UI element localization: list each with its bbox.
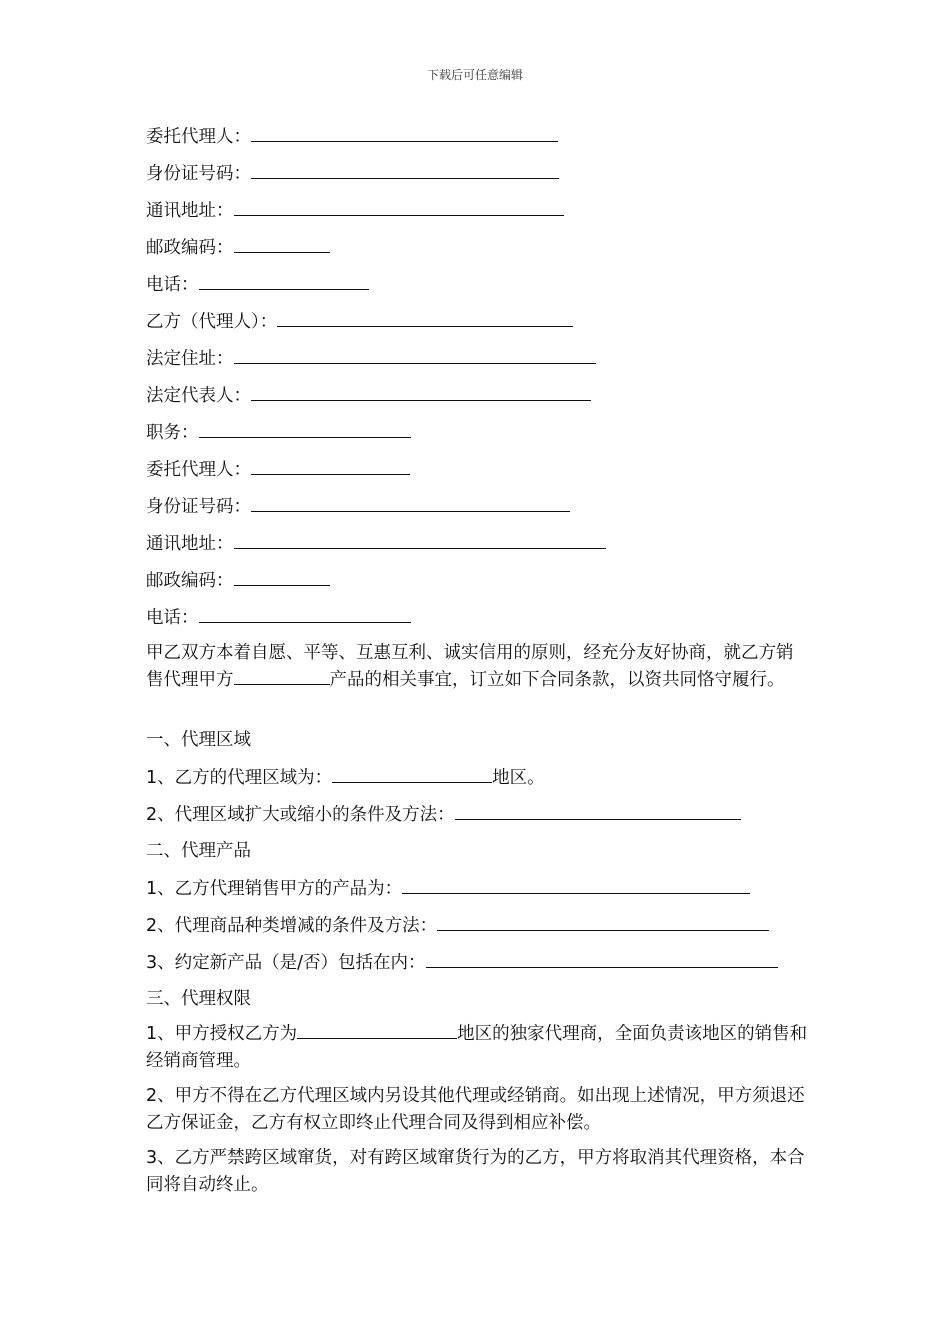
section-3-item-3: 3、乙方严禁跨区域窜货，对有跨区域窜货行为的乙方，甲方将取消其代理资格，本合同将自动终止。 [146, 1148, 805, 1195]
party-a-postal-field [146, 235, 330, 260]
field-label: 通讯地址： [146, 201, 234, 221]
field-label: 身份证号码： [146, 497, 251, 517]
section-3-item-2: 2、甲方不得在乙方代理区域内另设其他代理或经销商。如出现上述情况，甲方须退还乙方保证金，乙方有权立即终止代理合同及得到相应补偿。 [146, 1086, 805, 1133]
field-label: 电话： [146, 608, 199, 628]
fill-blank [234, 568, 330, 586]
section-2-item-1 [146, 876, 750, 901]
section-1-item-2 [146, 802, 741, 827]
fill-blank [234, 198, 564, 216]
clause-text: 3、约定新产品（是/否）包括在内： [146, 953, 426, 973]
clause-text: 地区的独家代理商，全面负责该地区的销售和经销商管理。 [146, 1024, 808, 1071]
party-b-agent-field [146, 457, 410, 482]
field-label: 通讯地址： [146, 534, 234, 554]
party-b-address-field [146, 531, 606, 556]
fill-blank [426, 950, 778, 968]
field-label: 邮政编码： [146, 238, 234, 258]
section-3-title: 三、代理权限 [146, 989, 251, 1009]
party-b-title-field [146, 309, 573, 334]
party-a-address-field [146, 198, 564, 223]
fill-blank [234, 667, 330, 685]
fill-blank [402, 876, 750, 894]
field-label: 法定代表人： [146, 386, 251, 406]
party-b-legal-address-field [146, 346, 596, 371]
party-b-phone-field [146, 605, 411, 630]
intro-paragraph [146, 640, 810, 694]
fill-blank [297, 1021, 457, 1039]
party-a-phone-field [146, 272, 369, 297]
party-b-legal-rep-field [146, 383, 591, 408]
clause-text: 2、代理商品种类增减的条件及方法： [146, 916, 438, 936]
fill-blank [199, 605, 411, 623]
field-label: 委托代理人： [146, 460, 251, 480]
fill-blank [251, 457, 410, 475]
fill-blank [251, 494, 570, 512]
fill-blank [234, 235, 330, 253]
field-label: 邮政编码： [146, 571, 234, 591]
intro-text-2: 产品的相关事宜，订立如下合同条款，以资共同恪守履行。 [329, 670, 785, 690]
clause-text: 地区。 [492, 768, 545, 788]
field-label: 身份证号码： [146, 164, 251, 184]
clause-text: 1、乙方代理销售甲方的产品为： [146, 879, 403, 899]
intro-text-1: 甲乙双方本着自愿、平等、互惠互利、诚实信用的原则，经充分友好协商，就乙方销售代理甲方 [146, 643, 794, 690]
fill-blank [277, 309, 573, 327]
section-2-title: 二、代理产品 [146, 841, 251, 861]
field-label: 电话： [146, 275, 199, 295]
fill-blank [234, 531, 606, 549]
section-1-title: 一、代理区域 [146, 730, 251, 750]
section-2-item-3 [146, 950, 778, 975]
field-label: 职务： [146, 423, 199, 443]
fill-blank [199, 272, 369, 290]
field-label: 乙方（代理人）： [146, 312, 278, 332]
field-label: 委托代理人： [146, 127, 251, 147]
party-a-id-field [146, 161, 559, 186]
page-header: 下载后可任意编辑 [426, 68, 523, 82]
fill-blank [332, 765, 492, 783]
clause-text: 1、乙方的代理区域为： [146, 768, 333, 788]
fill-blank [199, 420, 411, 438]
party-b-postal-field [146, 568, 330, 593]
fill-blank [455, 802, 741, 820]
party-b-id-field [146, 494, 570, 519]
party-a-agent-field [146, 124, 558, 149]
fill-blank [437, 913, 769, 931]
clause-text: 1、甲方授权乙方为 [146, 1024, 298, 1044]
clause-text: 2、代理区域扩大或缩小的条件及方法： [146, 805, 455, 825]
field-label: 法定住址： [146, 349, 234, 369]
party-b-position-field [146, 420, 411, 445]
fill-blank [251, 124, 558, 142]
fill-blank [251, 161, 559, 179]
fill-blank [251, 383, 591, 401]
fill-blank [234, 346, 596, 364]
section-2-item-2 [146, 913, 769, 938]
section-3-item-1 [146, 1021, 810, 1075]
section-1-item-1 [146, 765, 545, 790]
